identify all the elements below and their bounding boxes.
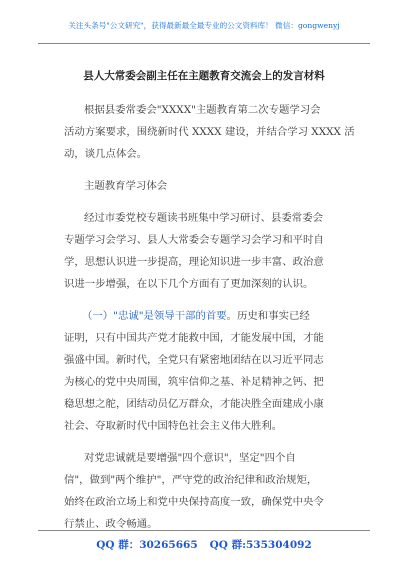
paragraph-3-line-3: 学，思想认识进一步提高，理论知识进一步丰富、政治意 <box>64 256 324 268</box>
paragraph-1-line-1: 根据县委常委会"XXXX"主题教育第二次专题学习会 <box>84 104 321 116</box>
qq-group-1: QQ 群：30265665 <box>96 539 198 551</box>
paragraph-4-line-1-rest: 历史和事实已经 <box>237 310 310 322</box>
footer-contact <box>0 537 408 552</box>
header-banner: 关注头条号"公文研究"，获得最新最全最专业的公文资料库！ 微信：gongwenyj <box>68 21 340 30</box>
paragraph-4-line-2: 证明，只有中国共产党才能救中国，才能发展中国，才能 <box>64 332 324 344</box>
document-title: 县人大常委会副主任在主题教育交流会上的发言材料 <box>83 70 325 82</box>
paragraph-1-line-2: 活动方案要求，围绕新时代 XXXX 建设，并结合学习 XXXX 活 <box>64 126 355 138</box>
paragraph-3-line-1: 经过市委党校专题读书班集中学习研讨、县委常委会 <box>84 212 323 224</box>
paragraph-4-lead: （一）"忠诚"是领导干部的首要。 <box>82 310 238 322</box>
paragraph-4-line-1 <box>82 307 310 322</box>
paragraph-4-line-6: 社会、夺取新时代中国特色社会主义伟大胜利。 <box>64 420 283 432</box>
paragraph-5-line-4: 行禁止、政令畅通。 <box>64 518 158 530</box>
paragraph-5-line-1: 对党忠诚就是要增强"四个意识"，坚定"四个自 <box>84 452 296 464</box>
paragraph-4-line-5: 稳思想之舵，团结动员亿万群众，才能决胜全面建成小康 <box>64 398 324 410</box>
paragraph-5-line-2: 信"，做到"两个维护"，严守党的政治纪律和政治规矩， <box>64 474 318 486</box>
paragraph-1-line-3: 动，谈几点体会。 <box>64 148 148 160</box>
header-rule <box>38 43 370 44</box>
paragraph-4-line-4: 为核心的党中央周围，筑牢信仰之基、补足精神之钙、把 <box>64 376 324 388</box>
paragraph-3-line-4: 识进一步增强，在以下几个方面有了更加深刻的认识。 <box>64 278 314 290</box>
footer-rule <box>38 530 370 531</box>
section-heading: 主题教育学习体会 <box>84 180 168 192</box>
paragraph-4-line-3: 强盛中国。新时代，全党只有紧密地团结在以习近平同志 <box>64 354 324 366</box>
paragraph-3-line-2: 专题学习会学习、县人大常委会专题学习会学习和平时自 <box>64 234 324 246</box>
qq-group-2: QQ 群:535304092 <box>209 539 312 551</box>
paragraph-5-line-3: 始终在政治立场上和党中央保持高度一致，确保党中央令 <box>64 496 324 508</box>
